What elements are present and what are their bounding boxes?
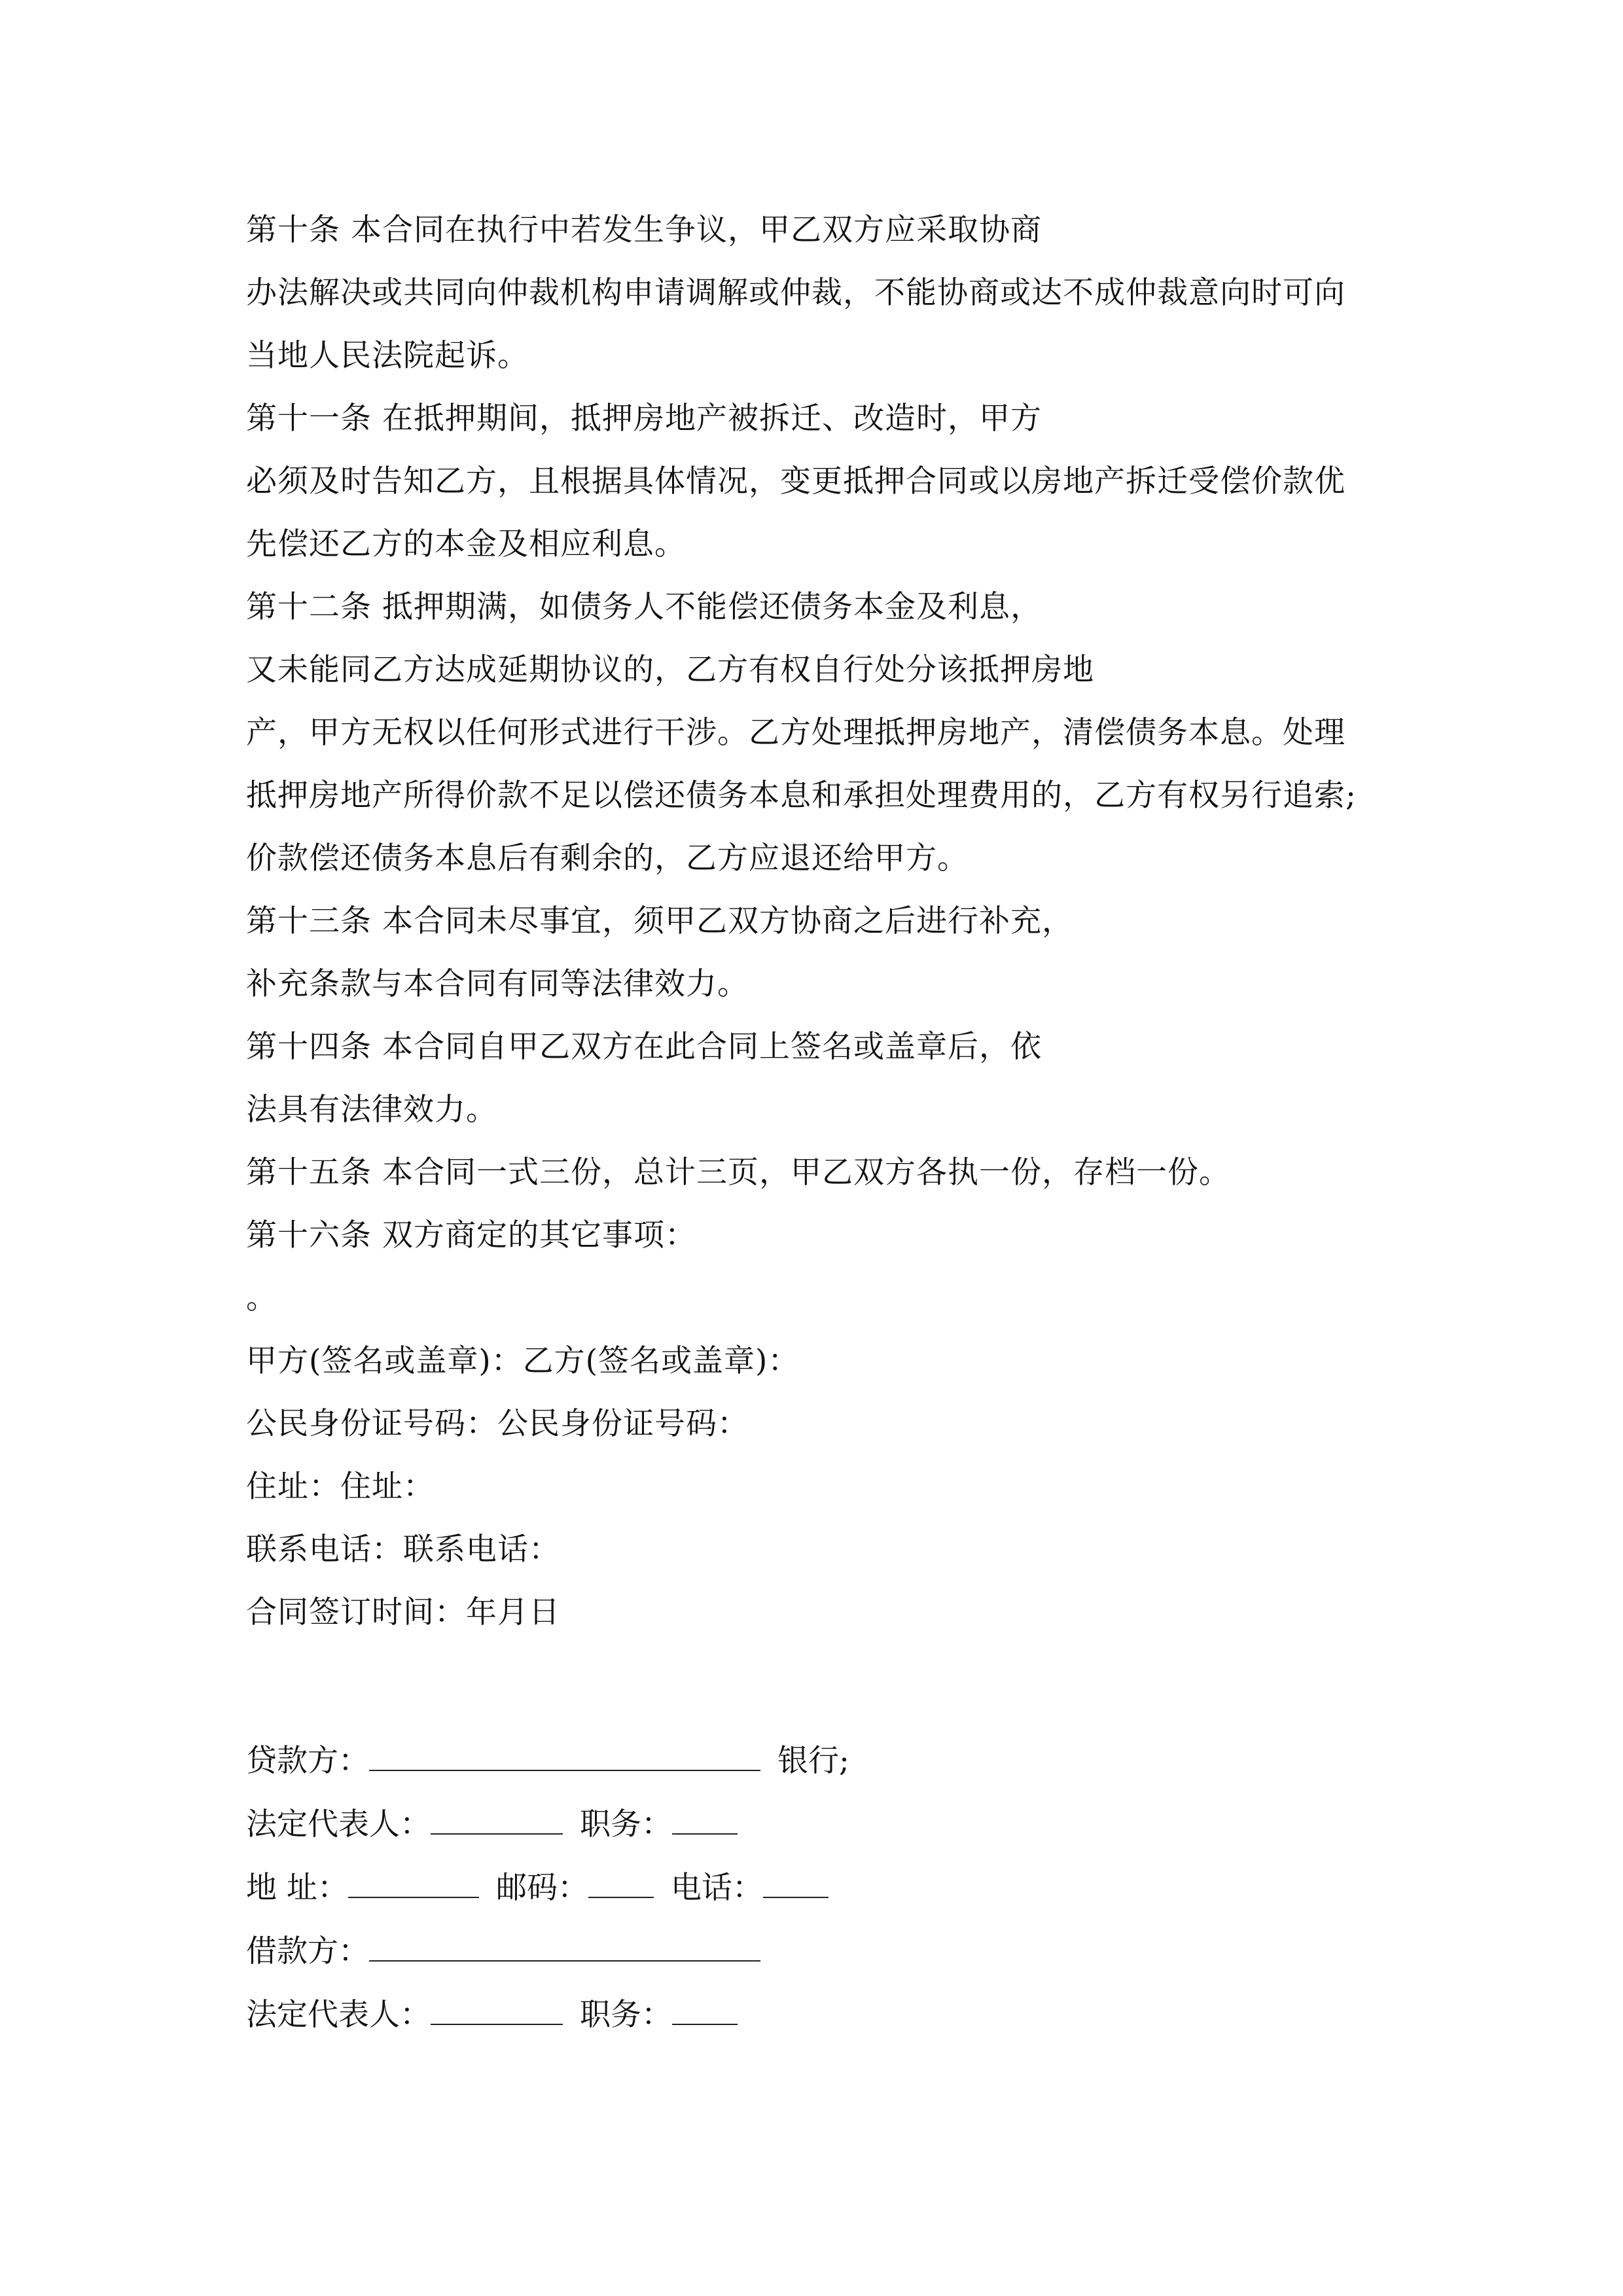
lender-address-row <box>246 1868 829 1908</box>
borrower-label: 借款方： <box>246 1933 369 1969</box>
address-label: 地 址： <box>246 1870 348 1906</box>
postcode-blank[interactable] <box>588 1868 654 1898</box>
article-12-line-3: 产，甲方无权以任何形式进行干涉。乙方处理抵押房地产，清偿债务本息。处理 <box>246 715 1346 751</box>
borrower-blank[interactable] <box>369 1931 760 1962</box>
phone-blank[interactable] <box>763 1868 829 1898</box>
position-blank[interactable] <box>672 1804 738 1835</box>
article-12-line-4: 抵押房地产所得价款不足以偿还债务本息和承担处理费用的，乙方有权另行追索; <box>246 778 1357 814</box>
article-11-line-3: 先偿还乙方的本金及相应利息。 <box>246 526 686 562</box>
article-11-line-1: 第十一条 在抵押期间，抵押房地产被拆迁、改造时，甲方 <box>246 401 1042 437</box>
position-label: 职务： <box>580 1806 672 1842</box>
article-16-line: 第十六条 双方商定的其它事项： <box>246 1217 696 1253</box>
position-blank-2[interactable] <box>672 1995 738 2025</box>
article-16-blank-line: 。 <box>246 1280 277 1316</box>
phone-label: 电话： <box>670 1870 763 1906</box>
lender-blank[interactable] <box>369 1741 760 1771</box>
legal-rep-blank-2[interactable] <box>431 1995 563 2025</box>
borrower-legal-rep-row <box>246 1995 738 2035</box>
article-10-line-2: 办法解决或共同向仲裁机构申请调解或仲裁，不能协商或达不成仲裁意向时可向 <box>246 275 1346 311</box>
postcode-label: 邮码： <box>495 1870 588 1906</box>
article-13-line-1: 第十三条 本合同未尽事宜，须甲乙双方协商之后进行补充， <box>246 903 1073 939</box>
lender-bank-suffix: 银行; <box>777 1743 849 1779</box>
id-number-line: 公民身份证号码：公民身份证号码： <box>246 1406 749 1442</box>
article-15-line: 第十五条 本合同一式三份，总计三页，甲乙双方各执一份，存档一份。 <box>246 1155 1230 1191</box>
article-12-line-2: 又未能同乙方达成延期协议的，乙方有权自行处分该抵押房地 <box>246 652 1094 688</box>
signing-date-line: 合同签订时间：年月日 <box>246 1594 560 1630</box>
legal-rep-label-2: 法定代表人： <box>246 1997 431 2033</box>
article-10-line-1: 第十条 本合同在执行中若发生争议，甲乙双方应采取协商 <box>246 212 1042 248</box>
address-line: 住址：住址： <box>246 1469 435 1505</box>
address-blank[interactable] <box>348 1868 479 1898</box>
phone-line: 联系电话：联系电话： <box>246 1532 560 1568</box>
article-10-line-3: 当地人民法院起诉。 <box>246 338 529 374</box>
position-label-2: 职务： <box>580 1997 672 2033</box>
article-12-line-1: 第十二条 抵押期满，如债务人不能偿还债务本金及利息， <box>246 589 1042 625</box>
signature-line: 甲方(签名或盖章)：乙方(签名或盖章)： <box>246 1343 800 1379</box>
legal-rep-label: 法定代表人： <box>246 1806 431 1842</box>
article-14-line-2: 法具有法律效力。 <box>246 1092 497 1128</box>
borrower-row <box>246 1931 760 1971</box>
article-14-line-1: 第十四条 本合同自甲乙双方在此合同上签名或盖章后，依 <box>246 1029 1042 1065</box>
legal-rep-blank[interactable] <box>431 1804 563 1835</box>
article-11-line-2: 必须及时告知乙方，且根据具体情况，变更抵押合同或以房地产拆迁受偿价款优 <box>246 463 1346 499</box>
lender-row <box>246 1741 849 1781</box>
article-13-line-2: 补充条款与本合同有同等法律效力。 <box>246 966 749 1002</box>
lender-label: 贷款方： <box>246 1743 369 1779</box>
article-12-line-5: 价款偿还债务本息后有剩余的，乙方应退还给甲方。 <box>246 840 969 876</box>
lender-legal-rep-row <box>246 1804 738 1844</box>
